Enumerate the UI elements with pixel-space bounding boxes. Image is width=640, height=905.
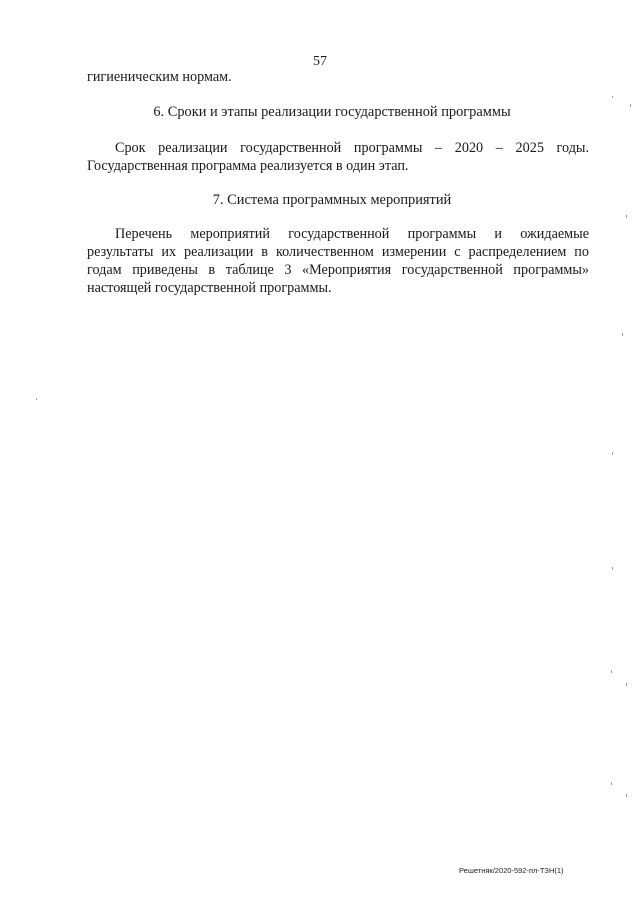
section-7-line-2: результаты их реализации в количественном измерении с распределением по [87, 244, 589, 260]
scan-speck [630, 104, 631, 107]
scan-speck [612, 567, 613, 570]
section-6-heading: 6. Сроки и этапы реализации государственной программы [153, 104, 511, 120]
scan-speck [612, 96, 613, 98]
continuation-line: гигиеническим нормам. [87, 69, 232, 85]
document-code: Решетняк/2020-592-пл-ТЗН(1) [459, 866, 564, 875]
scan-speck [626, 794, 627, 797]
section-6-line-2: Государственная программа реализуется в один этап. [87, 158, 409, 174]
scan-speck [36, 398, 37, 400]
section-7-line-3: годам приведены в таблице 3 «Мероприятия государственной программы» [87, 262, 589, 278]
page-number: 57 [313, 54, 327, 69]
section-7-heading: 7. Система программных мероприятий [212, 192, 452, 208]
section-7-line-1: Перечень мероприятий государственной программы и ожидаемые [115, 226, 589, 242]
section-6-line-1: Срок реализации государственной программы – 2020 – 2025 годы. [115, 140, 589, 156]
section-7-line-4: настоящей государственной программы. [87, 280, 332, 296]
scan-speck [626, 215, 627, 218]
scan-speck [626, 683, 627, 686]
scan-speck [612, 452, 613, 455]
scan-speck [611, 670, 612, 673]
scan-speck [611, 782, 612, 785]
scan-speck [622, 333, 623, 336]
